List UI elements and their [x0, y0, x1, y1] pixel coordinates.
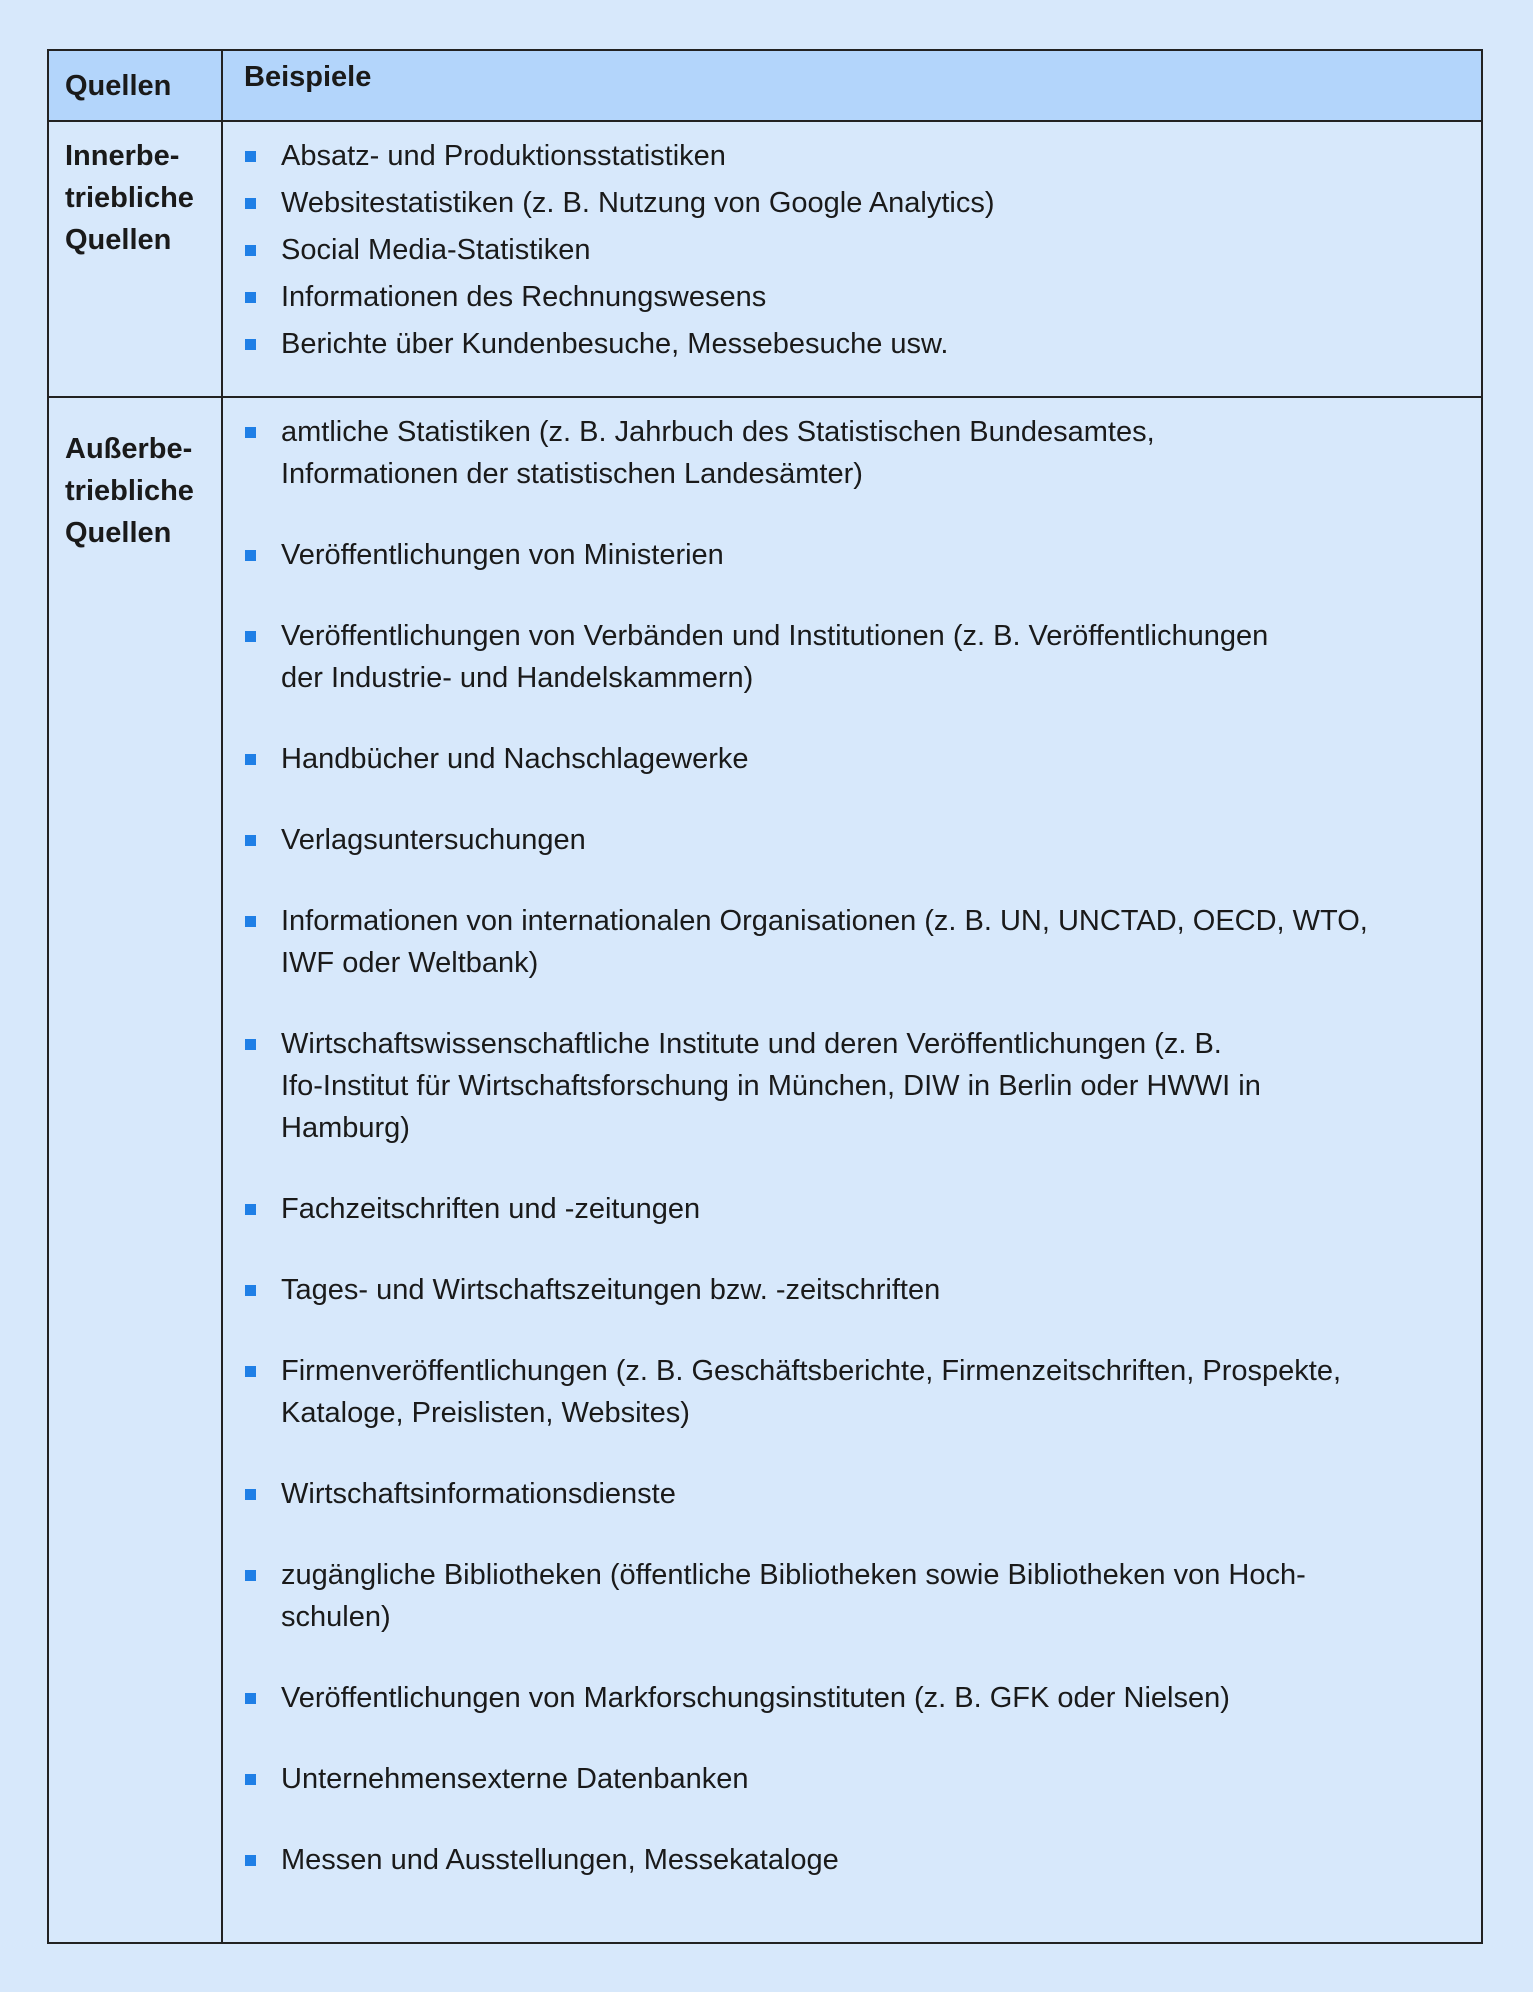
list-item-text: Wirtschaftsinformationsdienste — [281, 1478, 676, 1510]
square-bullet-icon — [245, 339, 256, 350]
list-item — [245, 1188, 1441, 1230]
list-item — [245, 323, 1441, 365]
row-separator — [49, 396, 1481, 398]
square-bullet-icon — [245, 1774, 256, 1785]
sources-table — [47, 49, 1483, 1944]
list-item — [245, 1350, 1441, 1434]
list-item-text: Informationen des Rechnungswesens — [281, 281, 767, 313]
square-bullet-icon — [245, 631, 256, 642]
list-item — [245, 1758, 1441, 1800]
list-item-text: Websitestatistiken (z. B. Nutzung von Google Analytics) — [281, 187, 995, 219]
list-item-text: Messen und Ausstellungen, Messekataloge — [281, 1844, 839, 1876]
square-bullet-icon — [245, 427, 256, 438]
list-item-text: Unternehmensexterne Datenbanken — [281, 1763, 749, 1795]
square-bullet-icon — [245, 1570, 256, 1581]
row-label-external: Außerbe- triebliche Quellen — [65, 433, 194, 549]
header-quellen: Quellen — [65, 70, 172, 102]
column-divider — [221, 51, 223, 1942]
list-item-text: Veröffentlichungen von Verbänden und Institutionen (z. B. Veröffentlichungen der Industrie- und Handelskammern) — [281, 620, 1269, 694]
internal-sources-list — [245, 135, 1441, 370]
list-item-text: Berichte über Kundenbesuche, Messebesuche usw. — [281, 328, 949, 360]
square-bullet-icon — [245, 1855, 256, 1866]
header-beispiele: Beispiele — [244, 61, 372, 93]
list-item — [245, 182, 1441, 224]
square-bullet-icon — [245, 916, 256, 927]
list-item — [245, 1269, 1441, 1311]
list-item — [245, 738, 1441, 780]
list-item-text: Informationen von internationalen Organisationen (z. B. UN, UNCTAD, OECD, WTO, IWF oder Weltbank) — [281, 905, 1368, 979]
square-bullet-icon — [245, 1366, 256, 1377]
square-bullet-icon — [245, 835, 256, 846]
list-item-text: Tages- und Wirtschaftszeitungen bzw. -zeitschriften — [281, 1274, 941, 1306]
list-item-text: amtliche Statistiken (z. B. Jahrbuch des Statistischen Bundesamtes, Informationen der statistischen Landesämter) — [281, 416, 1155, 490]
square-bullet-icon — [245, 245, 256, 256]
list-item — [245, 276, 1441, 318]
list-item — [245, 135, 1441, 177]
list-item-text: Wirtschaftswissenschaftliche Institute und deren Veröffentlichungen (z. B. Ifo-Institut für Wirtschaftsforschung in München, DIW in Berlin oder HWWI in Hamburg) — [281, 1028, 1261, 1144]
list-item-text: Firmenveröffentlichungen (z. B. Geschäftsberichte, Firmenzeitschriften, Prospekte, Kataloge, Preislisten, Websites) — [281, 1355, 1342, 1429]
list-item — [245, 900, 1441, 984]
list-item — [245, 1677, 1441, 1719]
external-sources-list — [245, 411, 1441, 1920]
list-item-text: Veröffentlichungen von Markforschungsinstituten (z. B. GFK oder Nielsen) — [281, 1682, 1230, 1714]
table-header — [49, 51, 1481, 122]
square-bullet-icon — [245, 151, 256, 162]
list-item — [245, 1473, 1441, 1515]
list-item-text: Fachzeitschriften und -zeitungen — [281, 1193, 701, 1225]
square-bullet-icon — [245, 754, 256, 765]
list-item — [245, 819, 1441, 861]
list-item — [245, 1554, 1441, 1638]
list-item — [245, 615, 1441, 699]
square-bullet-icon — [245, 292, 256, 303]
list-item-text: Handbücher und Nachschlagewerke — [281, 743, 749, 775]
row-label-internal: Innerbe- triebliche Quellen — [65, 140, 194, 256]
list-item — [245, 534, 1441, 576]
square-bullet-icon — [245, 1285, 256, 1296]
list-item — [245, 229, 1441, 271]
list-item-text: Veröffentlichungen von Ministerien — [281, 539, 724, 571]
square-bullet-icon — [245, 550, 256, 561]
list-item — [245, 411, 1441, 495]
list-item-text: Social Media-Statistiken — [281, 234, 591, 266]
list-item — [245, 1839, 1441, 1881]
square-bullet-icon — [245, 1039, 256, 1050]
square-bullet-icon — [245, 1693, 256, 1704]
list-item — [245, 1023, 1441, 1149]
list-item-text: Absatz- und Produktionsstatistiken — [281, 140, 726, 172]
square-bullet-icon — [245, 1489, 256, 1500]
square-bullet-icon — [245, 198, 256, 209]
list-item-text: zugängliche Bibliotheken (öffentliche Bibliotheken sowie Bibliotheken von Hoch- schulen) — [281, 1559, 1306, 1633]
list-item-text: Verlagsuntersuchungen — [281, 824, 586, 856]
square-bullet-icon — [245, 1204, 256, 1215]
